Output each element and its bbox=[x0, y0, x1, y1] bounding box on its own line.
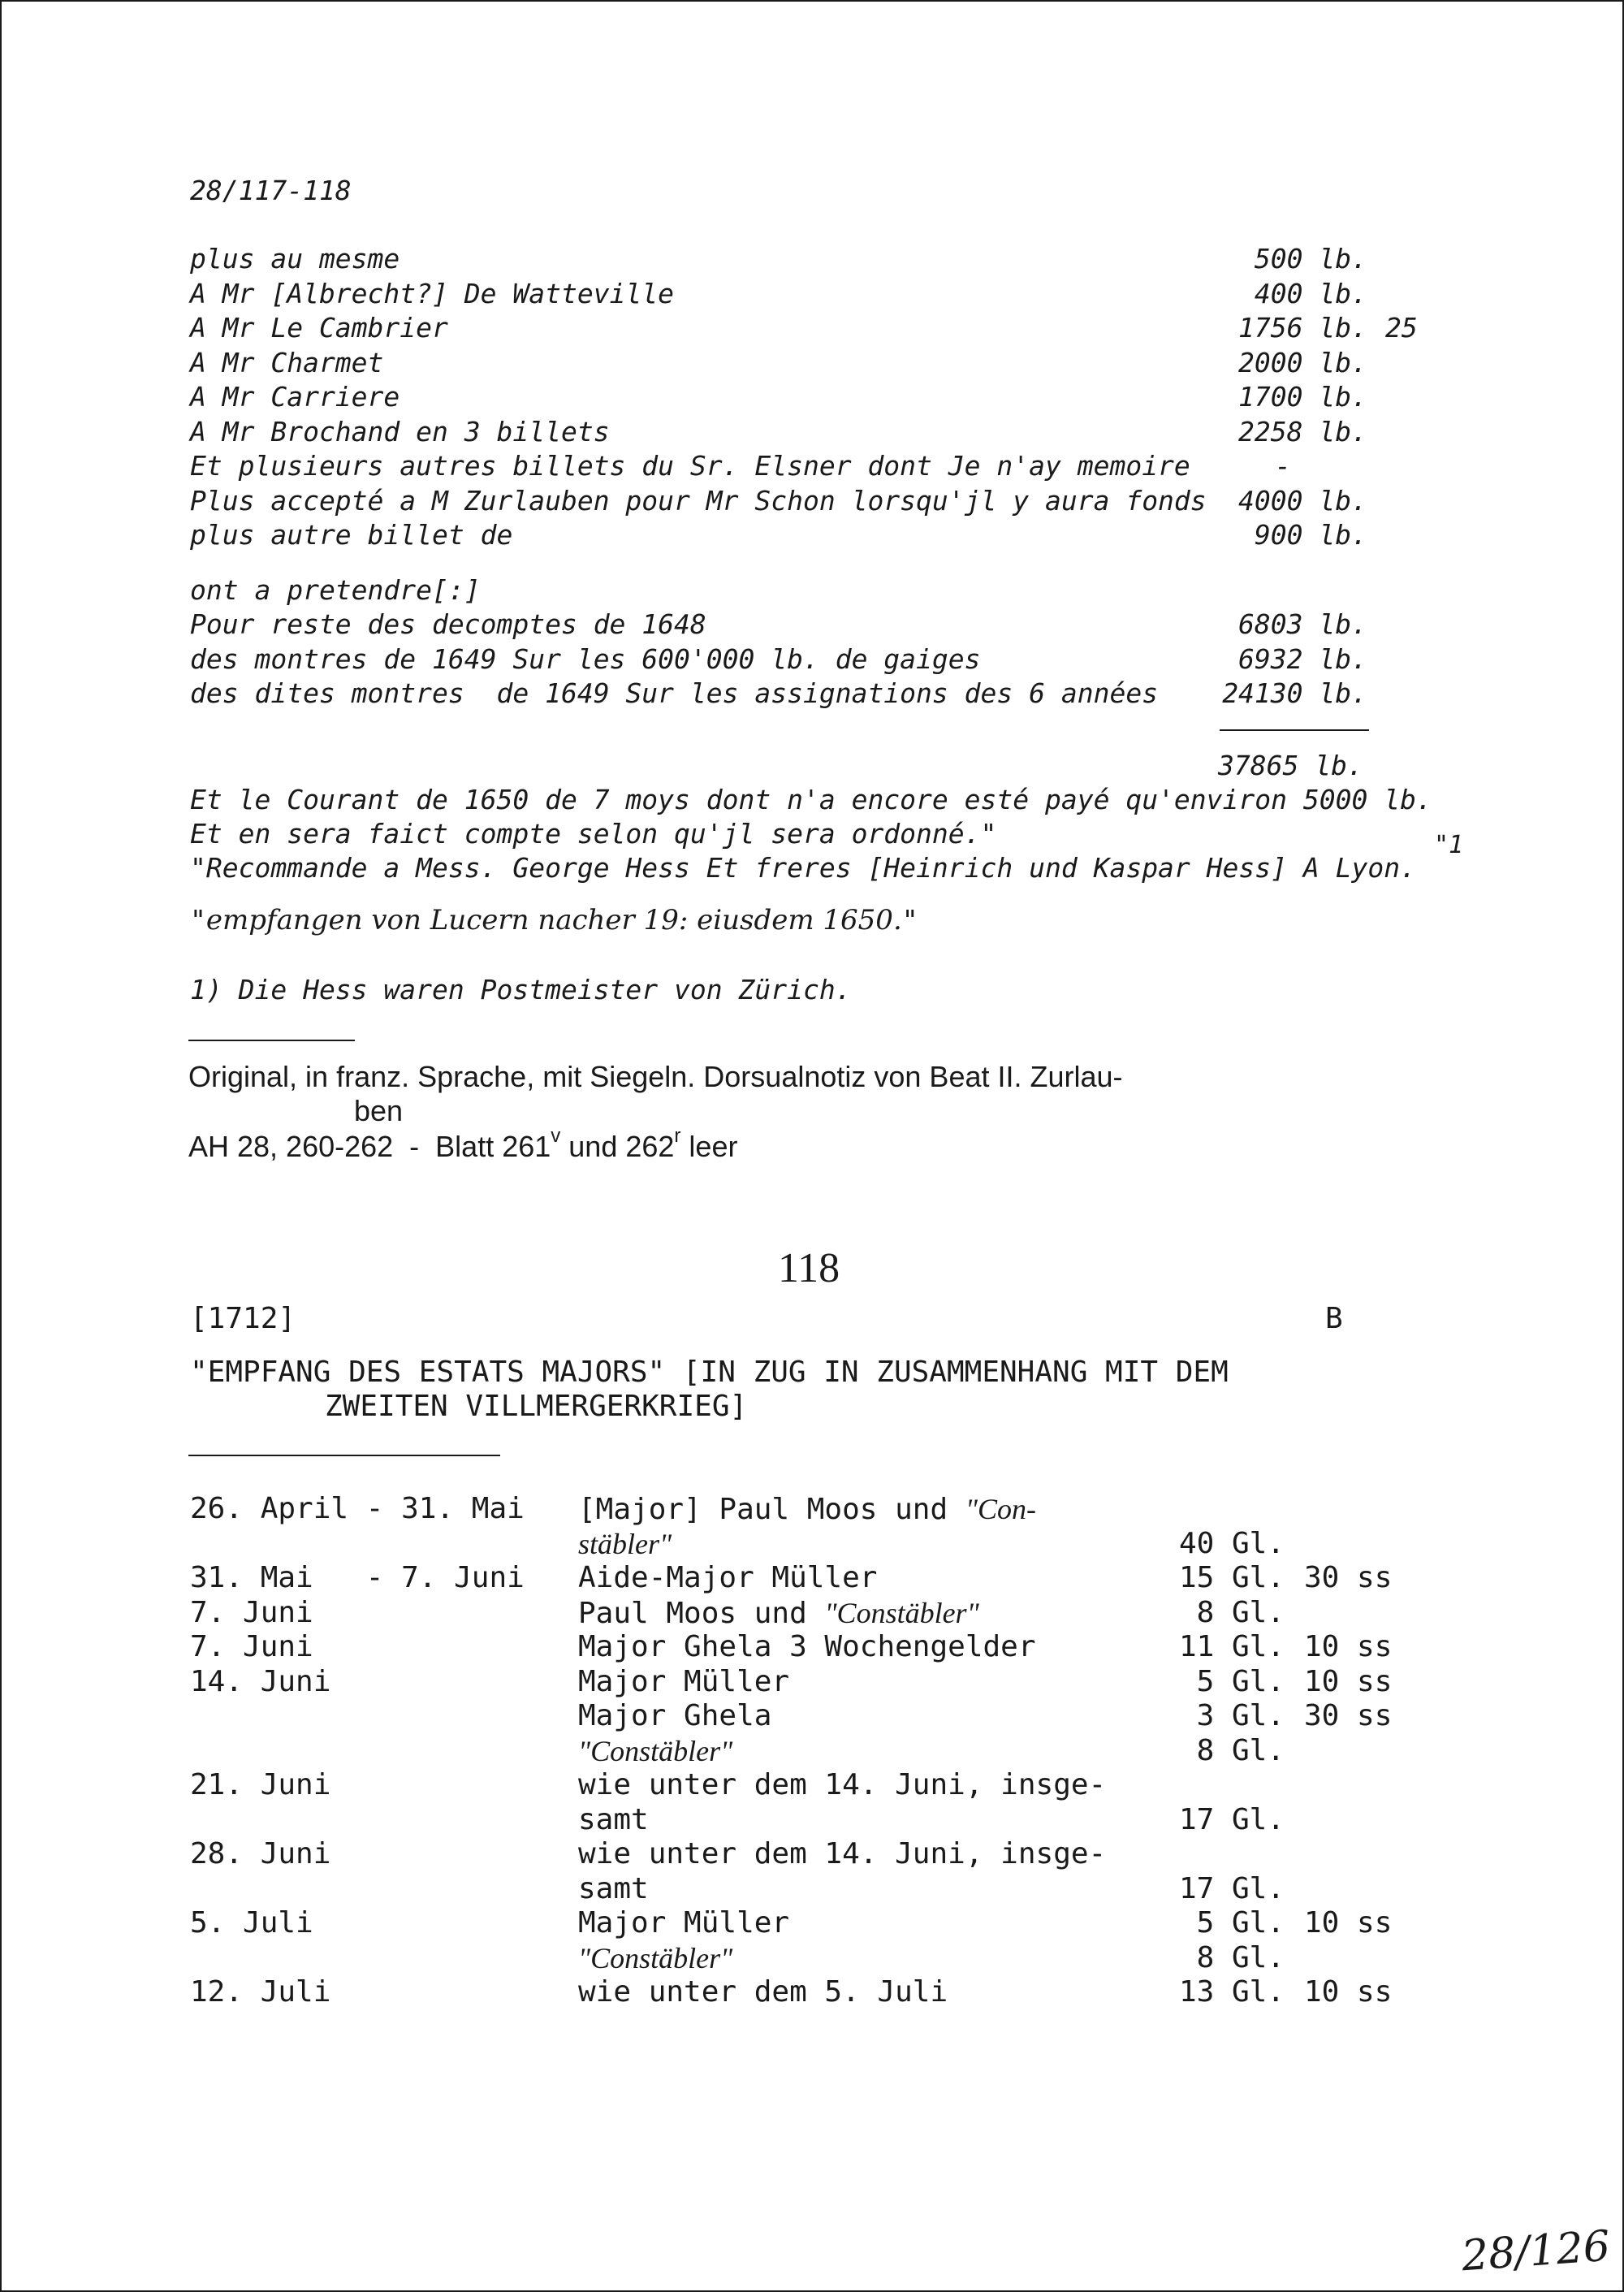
entry-amount: 8 Gl. bbox=[1196, 1733, 1285, 1767]
entry-date: 28. Juni bbox=[190, 1837, 331, 1870]
original-note-line2: ben bbox=[354, 1094, 404, 1127]
entry-description: Aide-Major Müller bbox=[578, 1561, 878, 1594]
ledger-item-text: plus autre billet de bbox=[190, 519, 513, 551]
entry-ss: 30 ss bbox=[1304, 1561, 1393, 1594]
entry-amount: 8 Gl. bbox=[1196, 1940, 1285, 1974]
handwritten-note: empfangen von Lucern nacher 19: eiusdem 1650. bbox=[205, 904, 902, 936]
entry-description: samt bbox=[578, 1802, 649, 1836]
document-title-line1: "EMPFANG DES ESTATS MAJORS" [IN ZUG IN ZUSAMMENHANG MIT DEM bbox=[190, 1356, 1229, 1389]
ledger-item-text: plus au mesme bbox=[190, 243, 400, 275]
entry-amount: 13 Gl. bbox=[1178, 1975, 1285, 2009]
original-note-line1: Original, in franz. Sprache, mit Siegeln. Dorsualnotiz von Beat II. Zurlau- bbox=[188, 1060, 1123, 1093]
entry-description: wie unter dem 14. Juni, insge- bbox=[578, 1837, 1107, 1870]
reference-number: 28/117-118 bbox=[190, 175, 352, 206]
ledger-item-amount: 400 lb. bbox=[1254, 277, 1367, 309]
entry-description: Major Müller bbox=[578, 1664, 790, 1698]
entry-amount: 11 Gl. bbox=[1178, 1630, 1285, 1663]
entry-date: 14. Juni bbox=[190, 1664, 331, 1698]
recommande-line: "Recommande a Mess. George Hess Et freres [Heinrich und Kaspar Hess] A Lyon. bbox=[190, 852, 1416, 884]
entry-amount: 5 Gl. bbox=[1196, 1664, 1285, 1698]
entry-ss: 30 ss bbox=[1304, 1699, 1393, 1732]
entry-description: Major Müller bbox=[578, 1906, 790, 1940]
entry-description: "Constäbler" bbox=[578, 1734, 733, 1767]
entry-description: "Constäbler" bbox=[578, 1941, 733, 1974]
ledger-item-amount: 1756 lb. bbox=[1238, 312, 1367, 344]
entry-ss: 10 ss bbox=[1304, 1630, 1393, 1663]
entry-description: [Major] Paul Moos und "Con- bbox=[578, 1493, 1036, 1526]
ledger-item-amount: 2258 lb. bbox=[1238, 415, 1367, 448]
ledger-item-text: A Mr Le Cambrier bbox=[190, 312, 448, 344]
ledger-item-text: A Mr [Albrecht?] De Watteville bbox=[190, 277, 675, 309]
entry-amount: 15 Gl. bbox=[1178, 1561, 1285, 1594]
ledger-item-amount: 500 lb. bbox=[1254, 243, 1367, 275]
separator-rule bbox=[188, 1040, 355, 1041]
footnote-marker: "1 bbox=[1434, 831, 1464, 859]
pretendre-item-amount: 6803 lb. bbox=[1238, 608, 1367, 640]
ledger-item-amount: 2000 lb. bbox=[1238, 346, 1367, 378]
entry-description: Paul Moos und "Constäbler" bbox=[578, 1596, 979, 1630]
archive-stamp: 28/126 bbox=[1460, 2221, 1612, 2281]
pretendre-heading: ont a pretendre[:] bbox=[190, 574, 481, 606]
entry-date: 5. Juli bbox=[190, 1906, 313, 1940]
document-title-line2: ZWEITEN VILLMERGERKRIEG] bbox=[325, 1390, 748, 1423]
footnote-1: 1) Die Hess waren Postmeister von Zürich. bbox=[190, 974, 852, 1005]
entry-amount: 17 Gl. bbox=[1178, 1802, 1285, 1836]
entry-ss: 10 ss bbox=[1304, 1906, 1393, 1940]
ledger-item-amount: 1700 lb. bbox=[1238, 381, 1367, 413]
document-date: [1712] bbox=[190, 1302, 296, 1335]
entry-date: 21. Juni bbox=[190, 1768, 331, 1801]
document-letter: B bbox=[1325, 1302, 1343, 1335]
pretendre-item-amount: 24130 lb. bbox=[1222, 677, 1367, 709]
sum-rule bbox=[1220, 729, 1369, 731]
pretendre-item-text: Pour reste des decomptes de 1648 bbox=[190, 608, 706, 640]
pretendre-item-amount: 6932 lb. bbox=[1238, 642, 1367, 675]
empfangen-line: "empfangen von Lucern nacher 19: eiusdem 1650." bbox=[190, 904, 918, 936]
courant-line: Et le Courant de 1650 de 7 moys dont n'a encore esté payé qu'environ 5000 lb. bbox=[190, 784, 1432, 815]
pretendre-item-text: des montres de 1649 Sur les 600'000 lb. de gaiges bbox=[190, 642, 981, 675]
document-number: 118 bbox=[778, 1245, 840, 1291]
entry-date: 31. Mai - 7. Juni bbox=[190, 1561, 525, 1594]
entry-description: samt bbox=[578, 1871, 649, 1905]
compte-line: Et en sera faict compte selon qu'jl sera ordonné." bbox=[190, 818, 997, 850]
entry-description: Major Ghela 3 Wochengelder bbox=[578, 1630, 1036, 1663]
ledger-item-amount: 4000 lb. bbox=[1238, 484, 1367, 517]
entry-ss: 10 ss bbox=[1304, 1664, 1393, 1698]
ledger-item-amount: 900 lb. bbox=[1254, 519, 1367, 551]
ledger-item-amount: - bbox=[1275, 450, 1291, 482]
entry-amount: 3 Gl. bbox=[1196, 1699, 1285, 1732]
entry-description: wie unter dem 14. Juni, insge- bbox=[578, 1768, 1107, 1801]
ledger-item-extra: 25 bbox=[1385, 312, 1418, 344]
entry-description: Major Ghela bbox=[578, 1699, 772, 1732]
ledger-item-text: A Mr Brochand en 3 billets bbox=[190, 415, 610, 448]
entry-description: wie unter dem 5. Juli bbox=[578, 1975, 948, 2009]
title-rule bbox=[188, 1455, 500, 1456]
entry-date: 26. April - 31. Mai bbox=[190, 1492, 525, 1525]
pretendre-item-text: des dites montres de 1649 Sur les assignations des 6 années bbox=[190, 677, 1159, 709]
ledger-item-text: A Mr Charmet bbox=[190, 346, 384, 378]
entry-amount: 5 Gl. bbox=[1196, 1906, 1285, 1940]
archive-reference: AH 28, 260-262 - Blatt 261$^v$ und 262$^r$ leer bbox=[188, 1125, 738, 1163]
ledger-item-text: Plus accepté a M Zurlauben pour Mr Schon lorsqu'jl y aura fonds bbox=[190, 484, 1207, 517]
entry-date: 12. Juli bbox=[190, 1975, 331, 2009]
entry-amount: 40 Gl. bbox=[1178, 1526, 1285, 1560]
entry-date: 7. Juni bbox=[190, 1595, 313, 1629]
entry-amount: 17 Gl. bbox=[1178, 1871, 1285, 1905]
entry-amount: 8 Gl. bbox=[1196, 1595, 1285, 1629]
entry-date: 7. Juni bbox=[190, 1630, 313, 1663]
total-amount: 37865 lb. bbox=[1218, 750, 1363, 781]
ledger-item-text: A Mr Carriere bbox=[190, 381, 400, 413]
entry-description: stäbler" bbox=[578, 1527, 672, 1560]
ledger-item-text: Et plusieurs autres billets du Sr. Elsner dont Je n'ay memoire bbox=[190, 450, 1190, 482]
entry-ss: 10 ss bbox=[1304, 1975, 1393, 2009]
